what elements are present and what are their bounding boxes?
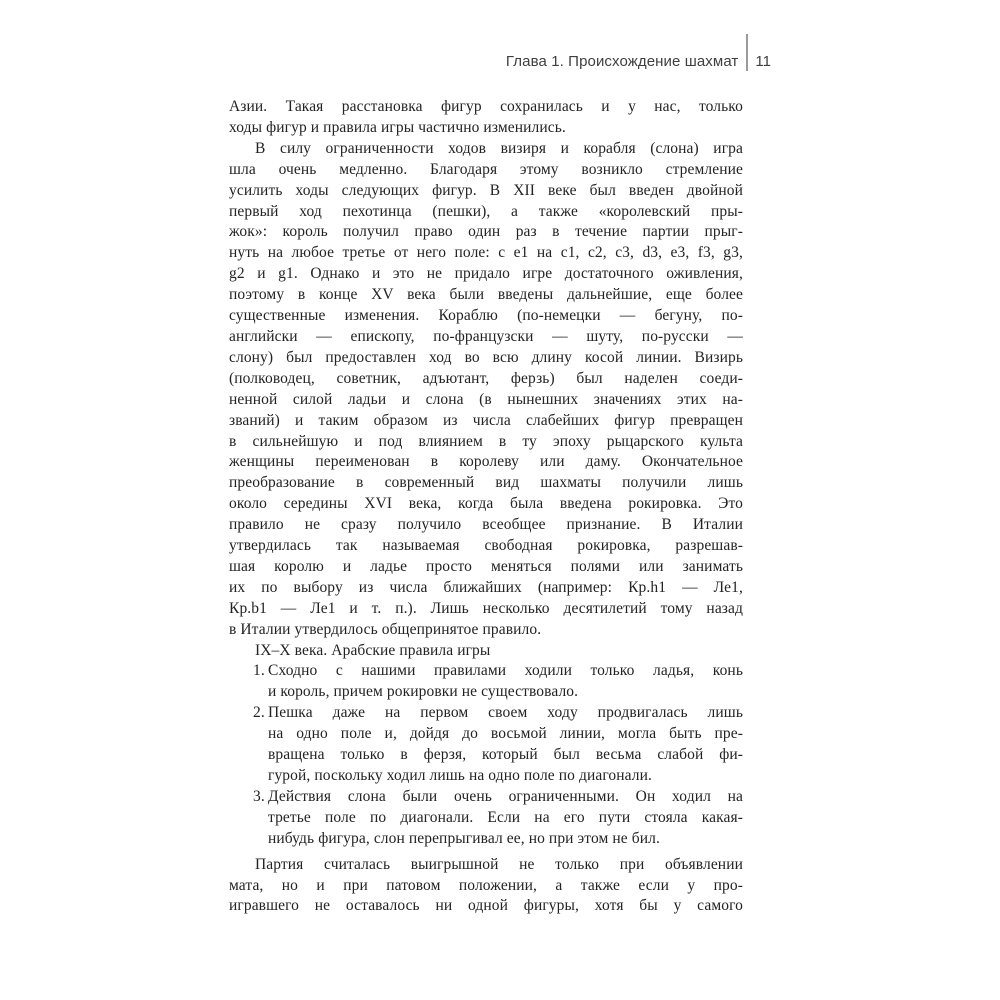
- text-line: [229, 808, 743, 829]
- text-line: [229, 432, 743, 453]
- text-line-content: Кр.b1 — Ле1 и т. п.). Лишь несколько десятилетий тому назад: [229, 599, 743, 617]
- text-line: [229, 243, 743, 264]
- text-line-content: поэтому в конце XV века были введены дальнейшие, еще более: [229, 286, 743, 304]
- text-line: [229, 202, 743, 223]
- text-line: [229, 829, 743, 850]
- text-line-content: званий) и таким образом из числа слабейших фигур превращен: [229, 411, 743, 429]
- text-line: [229, 327, 743, 348]
- text-line-content: g2 и g1. Однако и это не придало игре достаточного оживления,: [229, 265, 743, 283]
- text-line: [229, 620, 743, 641]
- text-line-content: IX–X века. Арабские правила игры: [255, 641, 491, 659]
- text-line: [229, 285, 743, 306]
- text-line-content: нибудь фигура, слон перепрыгивал ее, но при этом не бил.: [268, 829, 660, 847]
- text-line: [229, 578, 743, 599]
- paragraph: [229, 139, 743, 641]
- text-line: [229, 641, 743, 662]
- text-line: [229, 724, 743, 745]
- text-line-content: Партия считалась выигрышной не только при объявлении: [255, 855, 743, 873]
- text-line-content: третье поле по диагонали. Если на его пути стояла какая-: [268, 808, 743, 826]
- text-line-content: ненной силой ладьи и слона (в нынешних значениях этих на-: [229, 390, 743, 408]
- text-line-content: утвердилась так называемая свободная рокировка, разрешав-: [229, 537, 743, 555]
- text-line-content: шая королю и ладье просто меняться полями или занимать: [229, 557, 743, 575]
- text-line: [229, 452, 743, 473]
- text-line-content: английски — епископу, по-французски — шуту, по-русски —: [229, 327, 743, 345]
- text-line-content: преобразование в современный вид шахматы получили лишь: [229, 474, 743, 492]
- text-line: [229, 181, 743, 202]
- text-line: [229, 896, 743, 917]
- paragraph: [229, 641, 743, 662]
- text-line-content: женщины переименован в королеву или даму. Окончательное: [229, 453, 743, 471]
- text-line: [229, 473, 743, 494]
- text-line-content: Сходно с нашими правилами ходили только ладья, конь: [268, 662, 743, 680]
- list-number: 3.: [253, 787, 265, 805]
- text-line-content: Действия слона были очень ограниченными. Он ходил на: [268, 787, 743, 805]
- text-line-content: (полководец, советник, адъютант, ферзь) был наделен соеди-: [229, 369, 743, 387]
- chapter-title: Глава 1. Происхождение шахмат: [505, 53, 739, 70]
- text-line: [229, 160, 743, 181]
- text-line-content: шла очень медленно. Благодаря этому возникло стремление: [229, 160, 743, 178]
- text-line-content: жок»: король получил право один раз в течение партии прыг-: [229, 223, 743, 241]
- text-line: [229, 876, 743, 897]
- list-item: [229, 787, 743, 850]
- text-line-content: гурой, поскольку ходил лишь на одно поле по диагонали.: [268, 767, 652, 784]
- text-line: [229, 703, 743, 724]
- page-header: [506, 34, 771, 71]
- list-number: 1.: [253, 662, 265, 680]
- text-line-content: Пешка даже на первом своем ходу продвигалась лишь: [268, 704, 743, 722]
- page-number: 11: [755, 53, 771, 70]
- text-line: [229, 222, 743, 243]
- text-line: [229, 682, 743, 703]
- text-line: [229, 306, 743, 327]
- header-divider: [746, 34, 748, 71]
- text-line-content: в сильнейшую и под влиянием в ту эпоху рыцарского культа: [229, 432, 743, 450]
- text-line-content: нуть на любое третье от него поле: с e1 на c1, c2, c3, d3, e3, f3, g3,: [229, 244, 743, 262]
- text-line-content: и король, причем рокировки не существовало.: [268, 683, 579, 701]
- text-line: [229, 264, 743, 285]
- text-line: [229, 139, 743, 160]
- text-line: [229, 661, 743, 682]
- text-line-content: слону) был предоставлен ход во всю длину косой линии. Визирь: [229, 348, 743, 366]
- list-number: 2.: [253, 704, 265, 722]
- text-line: [229, 855, 743, 876]
- text-line-content: вращена только в ферзя, который был весьма слабой фи-: [268, 746, 743, 764]
- text-line: [229, 97, 743, 118]
- text-line: [229, 118, 743, 139]
- text-line-content: игравшего не оставалось ни одной фигуры, хотя бы у самого: [229, 897, 743, 915]
- text-line-content: первый ход пехотинца (пешки), а также «королевский пры-: [229, 202, 743, 220]
- text-line: [229, 369, 743, 390]
- text-line: [229, 599, 743, 620]
- text-line-content: на одно поле и, дойдя до восьмой линии, могла быть пре-: [268, 725, 743, 743]
- text-line-content: В силу ограниченности ходов визиря и корабля (слона) игра: [255, 139, 743, 157]
- text-line-content: их по выбору из числа ближайших (например: Кр.h1 — Ле1,: [229, 578, 743, 596]
- text-line: [229, 348, 743, 369]
- text-line: [229, 515, 743, 536]
- text-line: [229, 745, 743, 766]
- text-line: [229, 766, 743, 787]
- text-line: [229, 390, 743, 411]
- text-line-content: мата, но и при патовом положении, а также если у про-: [229, 876, 743, 894]
- text-line-content: в Италии утвердилось общепринятое правило.: [229, 620, 542, 638]
- text-line: [229, 411, 743, 432]
- paragraph: [229, 97, 743, 139]
- text-line: [229, 494, 743, 515]
- text-line-content: правило не сразу получило всеобщее признание. В Италии: [229, 516, 743, 534]
- paragraph: [229, 855, 743, 918]
- list-item: [229, 703, 743, 787]
- text-line: [229, 557, 743, 578]
- text-line-content: ходы фигур и правила игры частично изменились.: [229, 118, 566, 136]
- text-line-content: существенные изменения. Кораблю (по-немецки — бегуну, по-: [229, 307, 743, 325]
- page-text: [229, 97, 743, 917]
- text-line-content: около середины XVI века, когда была введена рокировка. Это: [229, 495, 743, 513]
- text-line-content: Азии. Такая расстановка фигур сохранилась и у нас, только: [229, 98, 743, 115]
- text-line: [229, 536, 743, 557]
- text-line: [229, 787, 743, 808]
- text-line-content: усилить ходы следующих фигур. В XII веке был введен двойной: [229, 181, 743, 199]
- list-item: [229, 661, 743, 703]
